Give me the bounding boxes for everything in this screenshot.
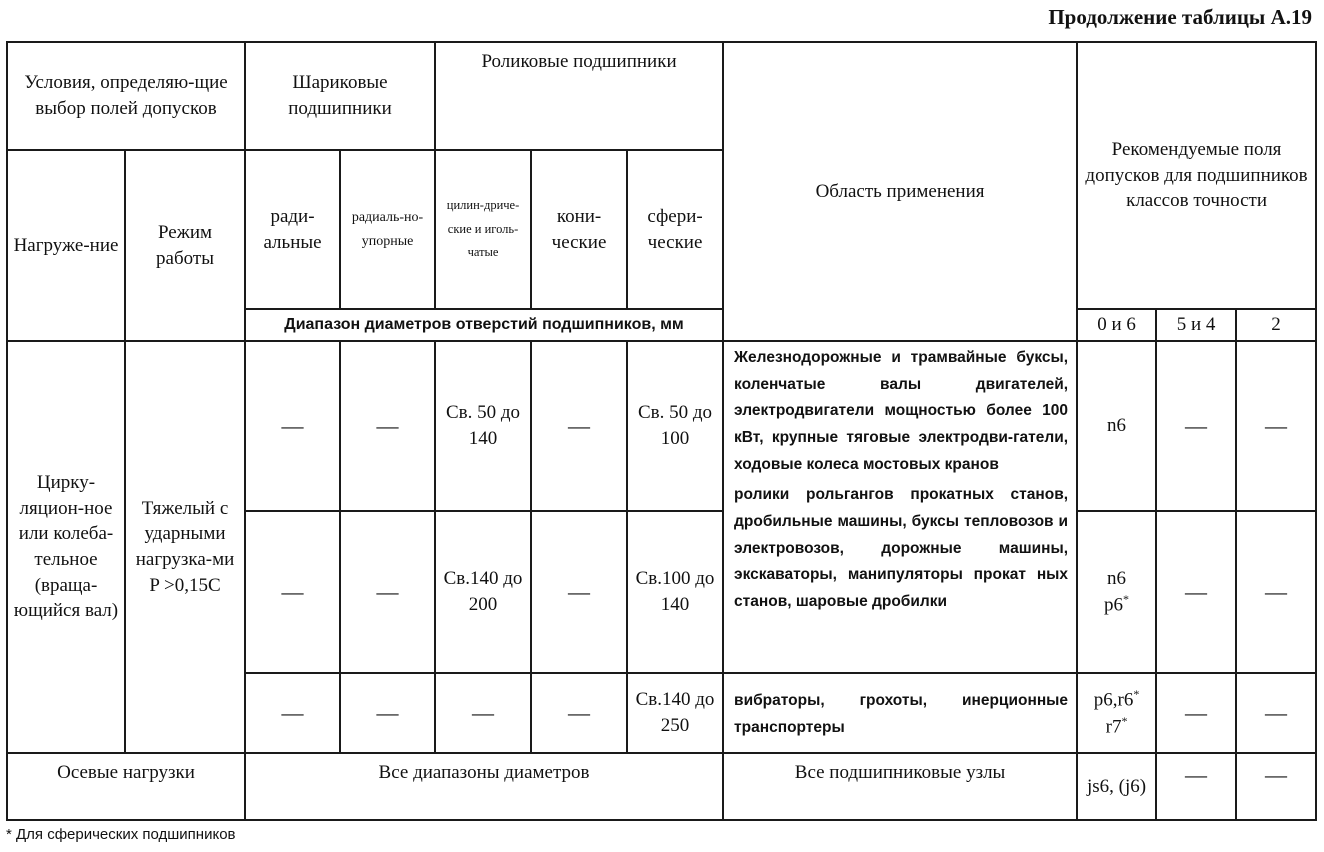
r3-conical: — <box>531 673 627 753</box>
header-conical: кони-ческие <box>531 150 627 309</box>
header-load: Нагруже-ние <box>7 150 125 341</box>
r3-c06-p6r6: p6,r6 <box>1093 689 1134 711</box>
axial-area: Все подшипниковые узлы <box>723 753 1077 820</box>
header-ball-bearings: Шариковые подшипники <box>245 42 435 150</box>
r3-star-2: * <box>1121 714 1128 728</box>
r2-cylindrical: Св.140 до 200 <box>435 511 531 673</box>
header-class-0-6: 0 и 6 <box>1077 309 1156 341</box>
header-recommended-fields: Рекомендуемые поля допусков для подшипников классов точности <box>1077 42 1316 309</box>
r2-c06-n6: n6 <box>1107 567 1127 589</box>
r2-class-5-4: — <box>1156 511 1236 673</box>
r2-c06-p6: p6 <box>1104 594 1124 616</box>
r1-class-5-4: — <box>1156 341 1236 511</box>
header-conditions: Условия, определяю-щие выбор полей допусков <box>7 42 245 150</box>
header-cylindrical: цилин-дриче-ские и иголь-чатые <box>435 150 531 309</box>
r1-spherical: Св. 50 до 100 <box>627 341 723 511</box>
r1-class-2: — <box>1236 341 1316 511</box>
r1-class-0-6: n6 <box>1077 341 1156 511</box>
header-diameter-band: Диапазон диаметров отверстий подшипников, мм <box>245 309 723 341</box>
r2-radial: — <box>245 511 340 673</box>
r2-area-text: ролики рольгангов прокатных станов, дробильные машины, буксы тепловозов и электровозов, дорожные машины, экскаваторы, манипуляторы прокат ных станов, шаровые дробилки <box>734 486 1069 610</box>
r2-class-0-6 <box>1077 511 1156 673</box>
r3-star-1: * <box>1133 687 1140 702</box>
header-application-area: Область применения <box>723 42 1077 341</box>
r3-radial-thrust: — <box>340 673 435 753</box>
r3-cylindrical: — <box>435 673 531 753</box>
r2-spherical: Св.100 до 140 <box>627 511 723 673</box>
tolerance-table <box>6 41 1317 821</box>
r1-conical: — <box>531 341 627 511</box>
footnote: * Для сферических подшипников <box>6 826 236 843</box>
header-roller-bearings: Роликовые подшипники <box>435 42 723 150</box>
r3-class-5-4: — <box>1156 673 1236 753</box>
axial-class-0-6: js6, (j6) <box>1077 753 1156 820</box>
load-circulating: Цирку-ляцион-ное или колеба-тельное (враща-ющийся вал) <box>7 341 125 753</box>
table-caption: Продолжение таблицы А.19 <box>1048 5 1312 29</box>
application-area-heavy <box>723 341 1077 673</box>
r1-radial: — <box>245 341 340 511</box>
header-class-5-4: 5 и 4 <box>1156 309 1236 341</box>
mode-heavy: Тяжелый с ударными нагрузка-ми P >0,15C <box>125 341 245 753</box>
r2-star: * <box>1123 592 1130 607</box>
r2-conical: — <box>531 511 627 673</box>
r3-class-0-6 <box>1077 673 1156 753</box>
r1-area-text: Железнодорожные и трамвайные буксы, коленчатые валы двигателей, электродвигатели мощностью более 100 кВт, крупные тяговые электродви-гатели, ходовые колеса мостовых кранов <box>734 349 1069 473</box>
header-radial: ради-альные <box>245 150 340 309</box>
r1-radial-thrust: — <box>340 341 435 511</box>
header-radial-thrust: радиаль-но-упорные <box>340 150 435 309</box>
header-class-2: 2 <box>1236 309 1316 341</box>
r2-radial-thrust: — <box>340 511 435 673</box>
axial-class-5-4: — <box>1156 753 1236 820</box>
axial-load-label: Осевые нагрузки <box>7 753 245 820</box>
axial-class-2: — <box>1236 753 1316 820</box>
r3-c06-r7: r7 <box>1105 716 1122 738</box>
r2-class-2: — <box>1236 511 1316 673</box>
r3-area-text: вибраторы, грохоты, инерционные транспортеры <box>723 673 1077 753</box>
axial-diameters: Все диапазоны диаметров <box>245 753 723 820</box>
r1-cylindrical: Св. 50 до 140 <box>435 341 531 511</box>
r3-class-2: — <box>1236 673 1316 753</box>
header-mode: Режим работы <box>125 150 245 341</box>
r3-spherical: Св.140 до 250 <box>627 673 723 753</box>
r3-radial: — <box>245 673 340 753</box>
header-spherical: сфери-ческие <box>627 150 723 309</box>
